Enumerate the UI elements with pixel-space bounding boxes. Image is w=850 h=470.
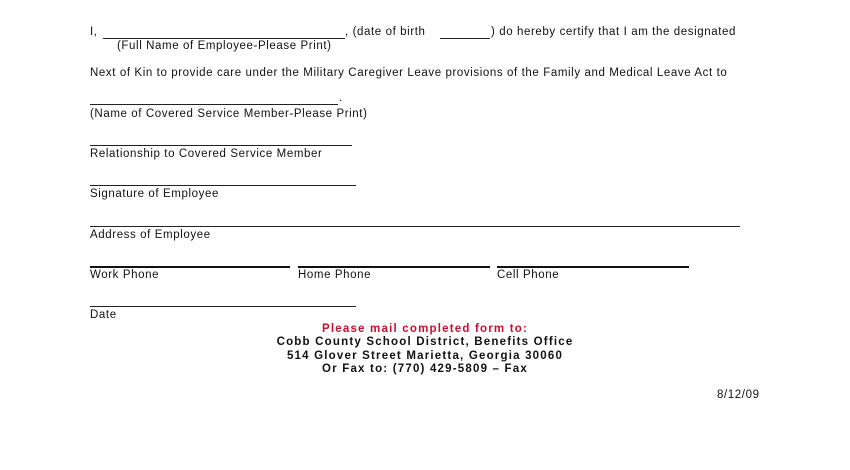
- service-member-name-field[interactable]: [90, 104, 338, 105]
- employee-name-field[interactable]: [103, 38, 345, 39]
- date-field[interactable]: [90, 306, 356, 307]
- mail-heading: Please mail completed form to:: [322, 323, 528, 335]
- fax-line: Or Fax to: (770) 429-5809 – Fax: [322, 363, 528, 375]
- home-phone-field[interactable]: [298, 266, 490, 268]
- cell-phone-caption: Cell Phone: [497, 269, 560, 281]
- service-member-period: .: [339, 92, 343, 104]
- work-phone-caption: Work Phone: [90, 269, 160, 281]
- signature-caption: Signature of Employee: [90, 188, 219, 200]
- address-caption: Address of Employee: [90, 229, 211, 241]
- relationship-field[interactable]: [90, 145, 352, 146]
- cell-phone-field[interactable]: [497, 266, 689, 268]
- full-name-caption: (Full Name of Employee-Please Print): [117, 40, 332, 52]
- next-of-kin-text: Next of Kin to provide care under the Military Caregiver Leave provisions of the Family and Medical Leave Act to: [90, 67, 728, 79]
- signature-field[interactable]: [90, 185, 356, 186]
- date-caption: Date: [90, 309, 117, 321]
- mail-address-line-2: 514 Glover Street Marietta, Georgia 30060: [286, 350, 564, 362]
- home-phone-caption: Home Phone: [298, 269, 372, 281]
- relationship-caption: Relationship to Covered Service Member: [90, 148, 323, 160]
- certify-prefix: I,: [90, 26, 98, 38]
- dob-label: , (date of birth: [345, 26, 426, 38]
- address-field[interactable]: [90, 226, 740, 227]
- date-of-birth-field[interactable]: [440, 38, 490, 39]
- certify-suffix: ) do hereby certify that I am the designated: [491, 26, 737, 38]
- service-member-caption: (Name of Covered Service Member-Please Print): [90, 108, 368, 120]
- work-phone-field[interactable]: [90, 266, 290, 268]
- revision-date: 8/12/09: [717, 389, 760, 401]
- mail-address-line-1: Cobb County School District, Benefits Office: [276, 336, 574, 348]
